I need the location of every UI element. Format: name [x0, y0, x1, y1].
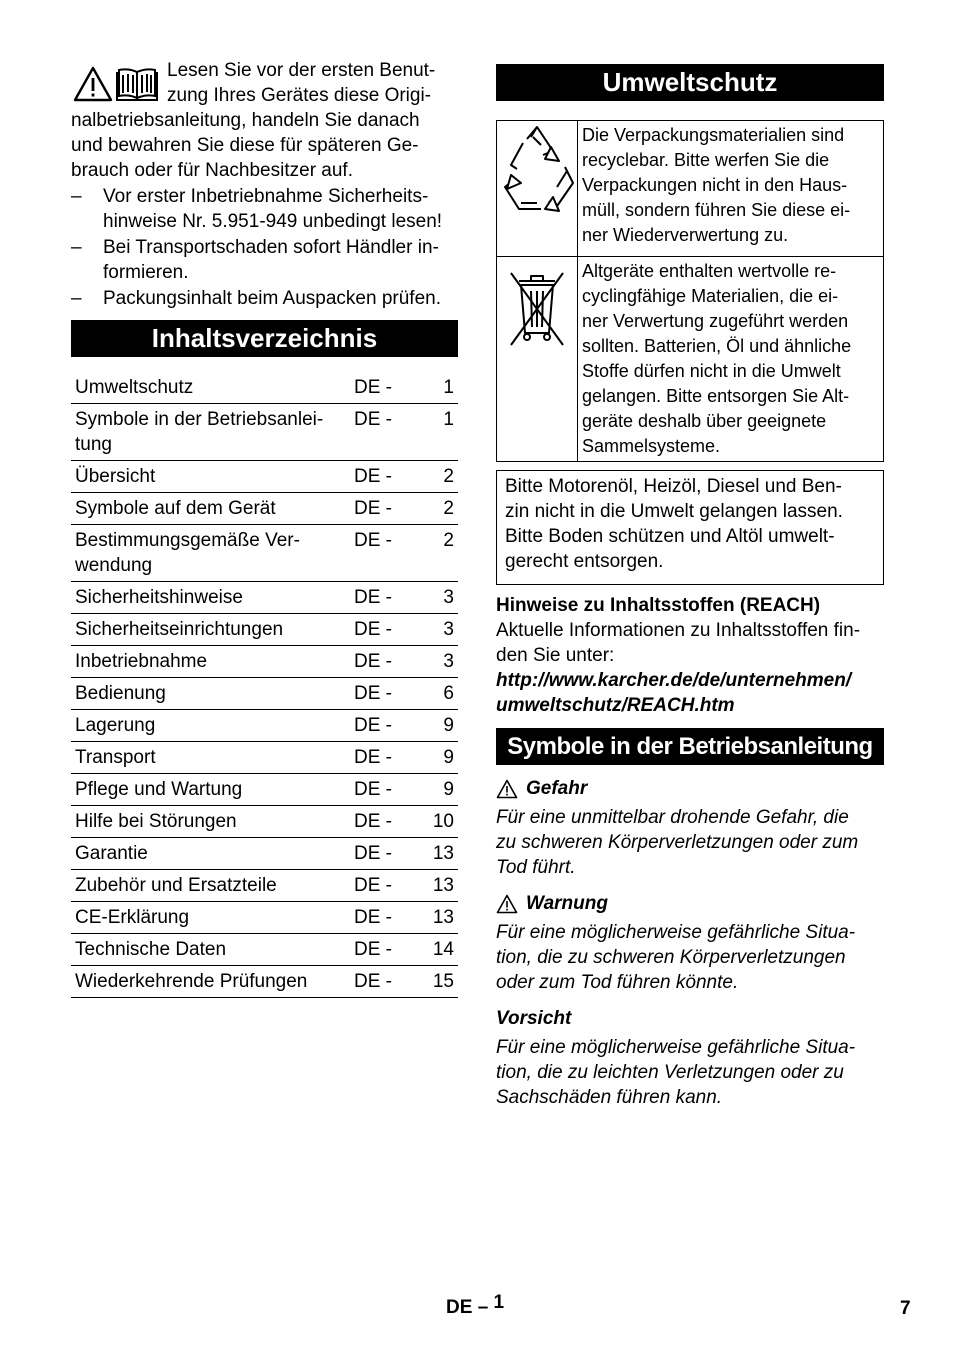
left-column — [71, 58, 458, 998]
symbol-description — [496, 805, 884, 880]
toc-page-number: 9 — [414, 774, 458, 806]
reach-link[interactable]: umweltschutz/REACH.htm — [496, 695, 735, 716]
text-line: Für eine möglicherweise gefährliche Situa- — [496, 922, 856, 943]
toc-page-number: 9 — [414, 710, 458, 742]
toc-title — [71, 966, 354, 998]
text-line: Lagerung — [75, 715, 156, 736]
toc-title — [71, 870, 354, 902]
warning-triangle-icon — [496, 894, 518, 914]
text-line: hinweise Nr. 5.951-949 unbedingt lesen! — [103, 211, 443, 232]
table-row — [497, 121, 884, 257]
text-line: müll, sondern führen Sie diese ei- — [582, 200, 851, 220]
icon-cell — [497, 257, 578, 462]
warning-triangle-icon — [496, 779, 518, 799]
text-line: Sammelsysteme. — [582, 436, 721, 456]
toc-page-number: 15 — [414, 966, 458, 998]
text-line: cyclingfähige Materialien, die ei- — [582, 286, 839, 306]
text-line: Umweltschutz — [75, 377, 194, 398]
text-line: Bitte Motorenöl, Heizöl, Diesel und Ben- — [505, 476, 842, 497]
text-line: gelangen. Bitte entsorgen Sie Alt- — [582, 386, 850, 406]
footer-page-label — [446, 1292, 505, 1320]
warning-triangle-icon — [75, 68, 111, 100]
list-item — [71, 286, 458, 311]
text-line: Pflege und Wartung — [75, 779, 243, 800]
toc-title — [71, 525, 354, 582]
toc-row — [71, 525, 458, 582]
toc-page-number: 3 — [414, 582, 458, 614]
toc-prefix: DE - — [354, 372, 414, 404]
text-line: gerecht entsorgen. — [505, 551, 664, 572]
text-line: und bewahren Sie diese für späteren Ge- — [71, 135, 419, 156]
text-line: tung — [75, 434, 112, 455]
text-line: Aktuelle Informationen zu Inhaltsstoffen fin- — [496, 620, 861, 641]
toc-row — [71, 678, 458, 710]
environment-heading: Umweltschutz — [496, 64, 884, 101]
toc-page-number: 1 — [414, 404, 458, 461]
text-line: geräte deshalb über geeignete — [582, 411, 827, 431]
text-line: tion, die zu leichten Verletzungen oder zu — [496, 1062, 844, 1083]
symbol-description — [496, 920, 884, 995]
toc-title — [71, 806, 354, 838]
toc-row — [71, 870, 458, 902]
text-line: nalbetriebsanleitung, handeln Sie danach — [71, 110, 420, 131]
text-line: Vor erster Inbetriebnahme Sicherheits- — [103, 186, 429, 207]
symbol-item-gefahr — [496, 776, 884, 880]
toc-prefix: DE - — [354, 966, 414, 998]
toc-page-number: 13 — [414, 838, 458, 870]
text-cell — [578, 121, 884, 257]
text-line: Für eine möglicherweise gefährliche Situa- — [496, 1037, 856, 1058]
toc-prefix: DE - — [354, 525, 414, 582]
dash-bullet: – — [71, 186, 82, 207]
text-line: recyclebar. Bitte werfen Sie die — [582, 150, 830, 170]
text-line: ner Wiederverwertung zu. — [582, 225, 789, 245]
text-line: zu schweren Körperverletzungen oder zum — [496, 832, 859, 853]
symbol-title — [496, 891, 884, 916]
text-line: Sicherheitseinrichtungen — [75, 619, 284, 640]
toc-page-number: 3 — [414, 646, 458, 678]
toc-page-number: 2 — [414, 493, 458, 525]
toc-heading: Inhaltsverzeichnis — [71, 320, 458, 357]
right-column — [496, 64, 884, 1110]
toc-row — [71, 614, 458, 646]
dash-bullet: – — [71, 288, 82, 309]
text-line: ner Verwertung zugeführt werden — [582, 311, 849, 331]
symbol-title — [496, 1006, 884, 1031]
toc-title — [71, 934, 354, 966]
text-line: Stoffe dürfen nicht in die Umwelt — [582, 361, 841, 381]
toc-page-number: 10 — [414, 806, 458, 838]
reach-link[interactable]: http://www.karcher.de/de/unternehmen/ — [496, 670, 852, 691]
toc-prefix: DE - — [354, 806, 414, 838]
toc-prefix: DE - — [354, 742, 414, 774]
text-line: brauch oder für Nachbesitzer auf. — [71, 160, 353, 181]
toc-row — [71, 966, 458, 998]
toc-page-number: 13 — [414, 902, 458, 934]
table-of-contents — [71, 372, 458, 998]
text-line: Symbole auf dem Gerät — [75, 498, 276, 519]
oil-disposal-box — [496, 470, 884, 585]
toc-prefix: DE - — [354, 774, 414, 806]
toc-title — [71, 774, 354, 806]
toc-prefix: DE - — [354, 902, 414, 934]
toc-title — [71, 838, 354, 870]
toc-page-number: 1 — [414, 372, 458, 404]
text-line: Symbole in der Betriebsanlei- — [75, 409, 324, 430]
list-item — [71, 235, 458, 285]
toc-row — [71, 902, 458, 934]
toc-title — [71, 678, 354, 710]
toc-prefix: DE - — [354, 678, 414, 710]
toc-title — [71, 646, 354, 678]
symbol-title-text: Gefahr — [526, 778, 588, 799]
toc-title — [71, 742, 354, 774]
text-line: Bestimmungsgemäße Ver- — [75, 530, 300, 551]
reach-section — [496, 593, 884, 718]
recycling-icon — [497, 121, 577, 249]
text-line: Bedienung — [75, 683, 166, 704]
environment-table — [496, 120, 884, 462]
toc-prefix: DE - — [354, 614, 414, 646]
dash-bullet: – — [71, 237, 82, 258]
toc-title — [71, 404, 354, 461]
toc-row — [71, 806, 458, 838]
icon-cell — [497, 121, 578, 257]
toc-page-number: 13 — [414, 870, 458, 902]
toc-prefix: DE - — [354, 838, 414, 870]
footer-label: DE — [446, 1297, 473, 1318]
symbol-description — [496, 1035, 884, 1110]
footer-dash: – — [477, 1297, 489, 1318]
text-line: Übersicht — [75, 466, 156, 487]
symbol-title — [496, 776, 884, 801]
text-line: Sicherheitshinweise — [75, 587, 243, 608]
toc-prefix: DE - — [354, 493, 414, 525]
toc-prefix: DE - — [354, 461, 414, 493]
text-line: Inbetriebnahme — [75, 651, 208, 672]
toc-row — [71, 934, 458, 966]
toc-page-number: 6 — [414, 678, 458, 710]
table-row — [497, 257, 884, 462]
toc-row — [71, 372, 458, 404]
toc-prefix: DE - — [354, 710, 414, 742]
text-line: oder zum Tod führen könnte. — [496, 972, 739, 993]
toc-prefix: DE - — [354, 934, 414, 966]
page-number: 7 — [900, 1298, 911, 1319]
symbol-title-text: Warnung — [526, 893, 608, 914]
text-line: Lesen Sie vor der ersten Benut- — [167, 60, 436, 81]
toc-page-number: 2 — [414, 525, 458, 582]
toc-row — [71, 461, 458, 493]
list-item — [71, 184, 458, 234]
toc-page-number: 9 — [414, 742, 458, 774]
manual-book-icon — [117, 69, 157, 100]
text-line: wendung — [75, 555, 153, 576]
toc-prefix: DE - — [354, 582, 414, 614]
toc-page-number: 14 — [414, 934, 458, 966]
text-line: Transport — [75, 747, 156, 768]
text-line: Bitte Boden schützen und Altöl umwelt- — [505, 526, 835, 547]
symbol-item-warnung — [496, 891, 884, 995]
text-line: formieren. — [103, 262, 189, 283]
toc-title — [71, 902, 354, 934]
symbol-title-text: Vorsicht — [496, 1008, 572, 1029]
toc-title — [71, 372, 354, 404]
text-line: Verpackungen nicht in den Haus- — [582, 175, 848, 195]
toc-title — [71, 614, 354, 646]
toc-row — [71, 493, 458, 525]
text-line: tion, die zu schweren Körperverletzungen — [496, 947, 846, 968]
symbol-item-vorsicht — [496, 1006, 884, 1110]
toc-prefix: DE - — [354, 870, 414, 902]
toc-page-number: 3 — [414, 614, 458, 646]
footer-number: 1 — [493, 1292, 505, 1313]
text-line: Garantie — [75, 843, 148, 864]
symbols-heading: Symbole in der Betriebsanleitung — [496, 728, 884, 765]
text-cell — [578, 257, 884, 462]
crossed-out-bin-icon — [497, 257, 577, 357]
text-line: Die Verpackungsmaterialien sind — [582, 125, 845, 145]
text-line: Für eine unmittelbar drohende Gefahr, die — [496, 807, 849, 828]
text-line: Tod führt. — [496, 857, 576, 878]
text-line: sollten. Batterien, Öl und ähnliche — [582, 336, 852, 356]
toc-row — [71, 774, 458, 806]
toc-prefix: DE - — [354, 646, 414, 678]
toc-title — [71, 710, 354, 742]
text-line: zung Ihres Gerätes diese Origi- — [167, 85, 432, 106]
toc-title — [71, 582, 354, 614]
text-line: zin nicht in die Umwelt gelangen lassen. — [505, 501, 843, 522]
text-line: den Sie unter: — [496, 645, 615, 666]
toc-prefix: DE - — [354, 404, 414, 461]
toc-page-number: 2 — [414, 461, 458, 493]
text-line: Altgeräte enthalten wertvolle re- — [582, 261, 837, 281]
intro-icons — [73, 66, 161, 102]
text-line: CE-Erklärung — [75, 907, 190, 928]
text-line: Technische Daten — [75, 939, 227, 960]
text-line: Zubehör und Ersatzteile — [75, 875, 277, 896]
toc-row — [71, 404, 458, 461]
text-line: Packungsinhalt beim Auspacken prüfen. — [103, 288, 441, 309]
toc-row — [71, 710, 458, 742]
toc-row — [71, 582, 458, 614]
text-line: Wiederkehrende Prüfungen — [75, 971, 308, 992]
text-line: Sachschäden führen kann. — [496, 1087, 723, 1108]
toc-row — [71, 742, 458, 774]
intro-section — [71, 58, 458, 311]
text-line: Hilfe bei Störungen — [75, 811, 237, 832]
reach-title: Hinweise zu Inhaltsstoffen (REACH) — [496, 595, 821, 616]
toc-row — [71, 646, 458, 678]
toc-title — [71, 493, 354, 525]
text-line: Bei Transportschaden sofort Händler in- — [103, 237, 439, 258]
toc-row — [71, 838, 458, 870]
toc-title — [71, 461, 354, 493]
